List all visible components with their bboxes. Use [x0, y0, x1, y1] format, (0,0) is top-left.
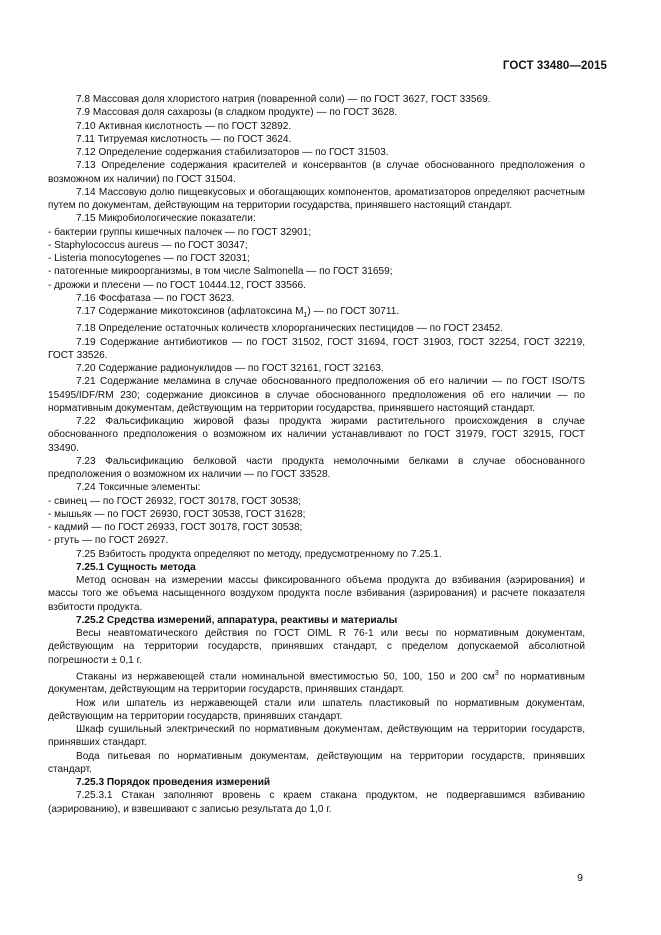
paragraph-scales: Весы неавтоматического действия по ГОСТ OIML R 76-1 или весы по нормативным документам, действующим на территории государств, принявших стандарт, с пределом допускаемой абсолютной погрешности ± 0,1 г.: [48, 628, 585, 666]
list-item: - бактерии группы кишечных палочек — по ГОСТ 32901;: [48, 226, 312, 238]
paragraph-7-14: 7.14 Массовую долю пищевкусовых и обогащающих компонентов, ароматизаторов определяют расчетным путем по документам, действующим на территории государства, принявшего настоящий стандарт.: [48, 186, 585, 211]
paragraph-7-25: 7.25 Взбитость продукта определяют по методу, предусмотренному по 7.25.1.: [76, 548, 442, 560]
paragraph-method-essence: Метод основан на измерении массы фиксированного объема продукта до взбивания (аэрирования) и массы того же объема насыщенного воздухом продукта после взбивания (аэрирования) и расчете показателя взбитости продукта.: [48, 575, 585, 613]
paragraph-knife: Нож или шпатель из нержавеющей стали или шпатель пластиковый по нормативным документам, действующим на территории государств, принявших стандарт.: [48, 697, 585, 722]
paragraph-7-19: 7.19 Содержание антибиотиков — по ГОСТ 31502, ГОСТ 31694, ГОСТ 31903, ГОСТ 32254, ГОСТ 32219, ГОСТ 33526.: [48, 336, 585, 361]
paragraph-7-20: 7.20 Содержание радионуклидов — по ГОСТ 32161, ГОСТ 32163.: [76, 363, 384, 375]
paragraph-oven: Шкаф сушильный электрический по нормативным документам, действующим на территории государств, принявших стандарт.: [48, 724, 585, 749]
paragraph-7-23: 7.23 Фальсификацию белковой части продукта немолочными белками в случае обоснованного предположения о возможном их наличии — по ГОСТ 33528.: [48, 455, 585, 481]
paragraph-7-17: [48, 305, 585, 322]
list-item: - Listeria monocytogenes — по ГОСТ 32031;: [48, 253, 250, 264]
paragraph-7-12: 7.12 Определение содержания стабилизаторов — по ГОСТ 31503.: [76, 147, 389, 158]
paragraph-7-25-3-1: 7.25.3.1 Стакан заполняют вровень с краем стакана продуктом, не подвергавшимся взбиванию (аэрированию), и взвешивают с записью результата до 1,0 г.: [48, 790, 585, 815]
superscript: 3: [494, 669, 499, 677]
paragraph-7-13: 7.13 Определение содержания красителей и консервантов (в случае обоснованного предположения о возможном их наличии) по ГОСТ 31504.: [48, 160, 585, 185]
paragraph-7-16: 7.16 Фосфатаза — по ГОСТ 3623.: [76, 292, 235, 304]
paragraph-7-15: 7.15 Микробиологические показатели:: [76, 213, 256, 225]
paragraph-glasses-tail: по нормативным документам, действующим на территории государств, принявших стандарт.: [48, 671, 585, 696]
paragraph-7-24: 7.24 Токсичные элементы:: [76, 482, 201, 494]
list-item: - дрожжи и плесени — по ГОСТ 10444.12, ГОСТ 33566.: [48, 279, 306, 291]
list-item: - патогенные микроорганизмы, в том числе Salmonella — по ГОСТ 31659;: [48, 266, 393, 278]
page-number: 9: [577, 872, 583, 884]
section-heading-7-25-1: 7.25.1 Сущность метода: [76, 561, 196, 573]
paragraph-7-17-tail: ) — по ГОСТ 30711.: [307, 306, 400, 317]
paragraph-7-18: 7.18 Определение остаточных количеств хлорорганических пестицидов — по ГОСТ 23452.: [76, 323, 504, 335]
document-header: ГОСТ 33480—2015: [502, 60, 607, 72]
section-heading-7-25-3: 7.25.3 Порядок проведения измерений: [76, 777, 271, 789]
list-item: - мышьяк — по ГОСТ 26930, ГОСТ 30538, ГОСТ 31628;: [48, 508, 306, 520]
paragraph-7-21: 7.21 Содержание меламина в случае обоснованного предположения об его наличии — по ГОСТ ISO/TS 15495/IDF/RM 230; содержание диоксинов в случае обоснованного предположения об его наличии — по нормативным документам, действующим на территории государства, принявшего настоящий стандарт.: [48, 376, 585, 414]
paragraph-water: Вода питьевая по нормативным документам, действующим на территории государств, принявших стандарт.: [48, 750, 585, 775]
paragraph-7-22: 7.22 Фальсификацию жировой фазы продукта жирами растительного происхождения в случае обоснованного предположения о возможном их наличии устанавливают по ГОСТ 31979, ГОСТ 32915, ГОСТ 33490.: [48, 416, 585, 454]
list-item: - кадмий — по ГОСТ 26933, ГОСТ 30178, ГОСТ 30538;: [48, 522, 303, 534]
paragraph-7-17-text: 7.17 Содержание микотоксинов (афлатоксина M: [76, 306, 304, 317]
paragraph-glasses: [48, 667, 585, 697]
paragraph-7-11: 7.11 Титруемая кислотность — по ГОСТ 3624.: [76, 133, 292, 145]
paragraph-7-9: 7.9 Массовая доля сахарозы (в сладком продукте) — по ГОСТ 3628.: [76, 107, 398, 119]
subscript: 1: [303, 312, 308, 320]
section-heading-7-25-2: 7.25.2 Средства измерений, аппаратура, реактивы и материалы: [76, 614, 398, 626]
paragraph-glasses-text: Стаканы из нержавеющей стали номинальной вместимостью 50, 100, 150 и 200 см: [76, 671, 495, 683]
list-item: - ртуть — по ГОСТ 26927.: [48, 535, 169, 547]
paragraph-7-8: 7.8 Массовая доля хлористого натрия (поваренной соли) — по ГОСТ 3627, ГОСТ 33569.: [76, 94, 491, 105]
list-item: - свинец — по ГОСТ 26932, ГОСТ 30178, ГОСТ 30538;: [48, 495, 302, 507]
list-item: - Staphylococcus aureus — по ГОСТ 30347;: [48, 239, 248, 251]
document-body: [48, 93, 585, 816]
paragraph-7-10: 7.10 Активная кислотность — по ГОСТ 32892.: [76, 120, 292, 132]
